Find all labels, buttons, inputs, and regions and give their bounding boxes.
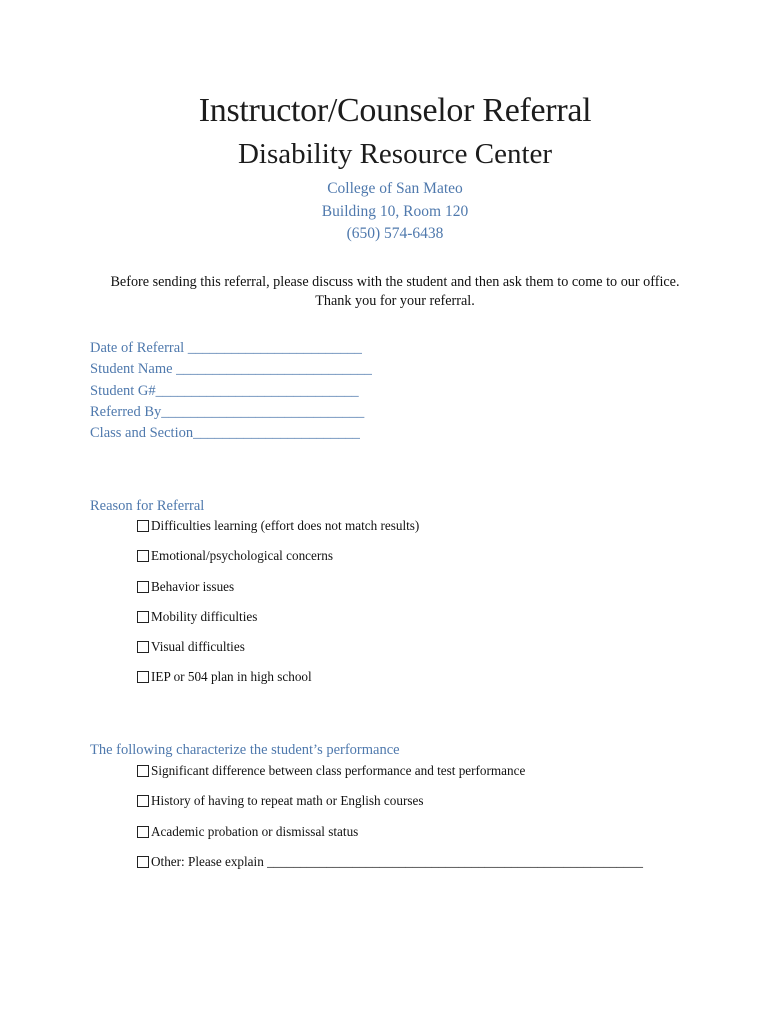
performance-heading: The following characterize the student’s performance <box>90 742 400 758</box>
performance-item[interactable] <box>137 763 643 793</box>
performance-item-label: History of having to repeat math or English courses <box>151 793 424 809</box>
checkbox[interactable] <box>137 641 149 653</box>
checkbox[interactable] <box>137 611 149 623</box>
performance-checklist <box>137 763 643 884</box>
performance-item[interactable] <box>137 793 643 823</box>
contact-info <box>0 178 770 246</box>
checkbox[interactable] <box>137 765 149 777</box>
student-name-field[interactable]: Student Name ___________________________ <box>90 361 372 378</box>
intro-line-1: Before sending this referral, please discuss with the student and then ask them to come to our office. <box>110 274 680 290</box>
college-name: College of San Mateo <box>327 180 463 197</box>
checkbox[interactable] <box>137 795 149 807</box>
checkbox[interactable] <box>137 826 149 838</box>
checkbox[interactable] <box>137 671 149 683</box>
form-subtitle: Disability Resource Center <box>237 138 553 170</box>
checkbox[interactable] <box>137 856 149 868</box>
reason-item-label: Behavior issues <box>151 578 235 594</box>
date-of-referral-field[interactable]: Date of Referral ________________________ <box>90 340 362 356</box>
reason-item-label: Difficulties learning (effort does not match results) <box>151 518 420 533</box>
reason-item-label: Mobility difficulties <box>151 608 258 624</box>
intro-text <box>0 273 770 311</box>
performance-item[interactable] <box>137 824 643 854</box>
form-title: Instructor/Counselor Referral <box>198 92 592 129</box>
performance-item-label: Significant difference between class performance and test performance <box>151 763 526 778</box>
building-room: Building 10, Room 120 <box>321 202 469 220</box>
performance-item[interactable] <box>137 854 643 884</box>
intro-line-2: Thank you for your referral. <box>315 293 475 309</box>
phone-number: (650) 574-6438 <box>346 225 444 242</box>
reason-heading: Reason for Referral <box>90 498 205 514</box>
reason-item[interactable] <box>137 518 419 548</box>
reason-item-label: IEP or 504 plan in high school <box>151 669 312 685</box>
reason-item[interactable] <box>137 609 419 639</box>
reason-item-label: Visual difficulties <box>151 639 245 655</box>
referral-fields <box>90 338 372 444</box>
checkbox[interactable] <box>137 581 149 593</box>
reason-item-label: Emotional/psychological concerns <box>151 548 334 564</box>
student-g-number-field[interactable]: Student G#____________________________ <box>90 382 359 399</box>
checkbox[interactable] <box>137 550 149 562</box>
class-and-section-field[interactable]: Class and Section_______________________ <box>90 425 360 442</box>
reason-item[interactable] <box>137 579 419 609</box>
referred-by-field[interactable]: Referred By____________________________ <box>90 403 365 420</box>
performance-item-label: Other: Please explain _________________________________________________________ <box>151 853 643 869</box>
reason-item[interactable] <box>137 639 419 669</box>
reason-checklist <box>137 518 419 700</box>
checkbox[interactable] <box>137 520 149 532</box>
reason-item[interactable] <box>137 548 419 578</box>
reason-item[interactable] <box>137 669 419 699</box>
performance-item-label: Academic probation or dismissal status <box>151 823 359 839</box>
